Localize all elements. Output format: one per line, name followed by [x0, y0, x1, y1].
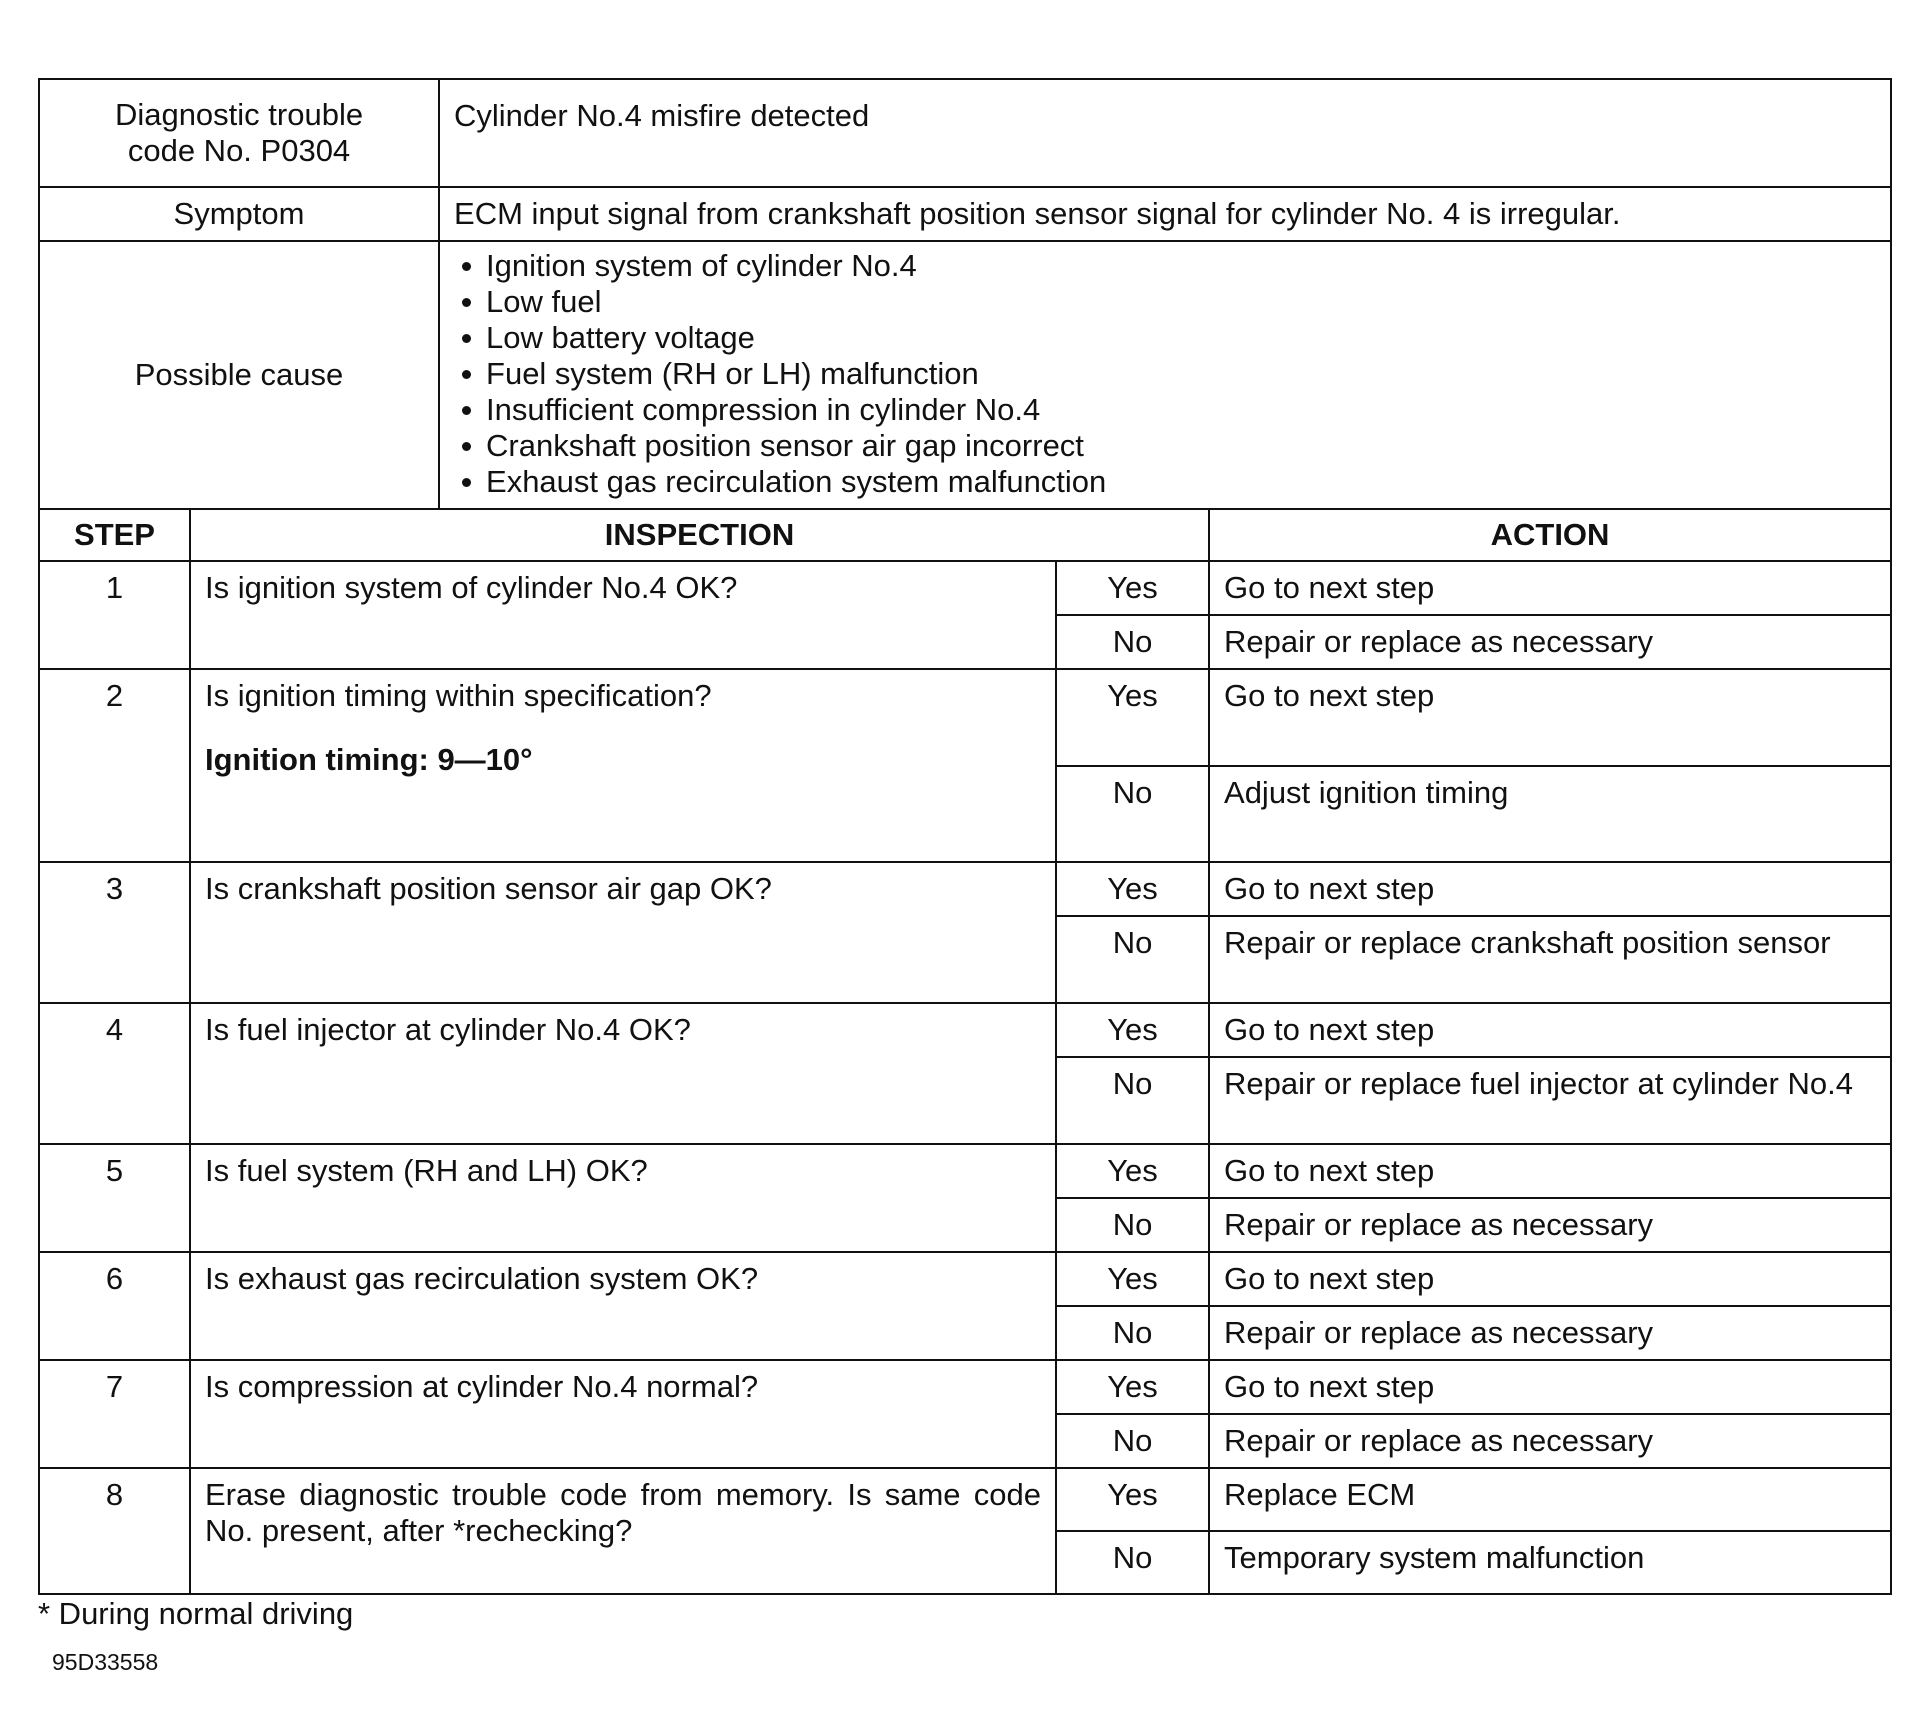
inspection-text: Is fuel injector at cylinder No.4 OK?: [190, 1003, 1056, 1144]
step-number: 3: [39, 862, 190, 1003]
cause-item: Insufficient compression in cylinder No.4: [454, 392, 1876, 428]
action-no: Repair or replace as necessary: [1209, 1198, 1891, 1252]
diagnostic-table: [38, 78, 1892, 1595]
diagnostic-document: [38, 78, 1890, 1595]
answer-yes: Yes: [1056, 1144, 1209, 1198]
inspection-text: Is ignition system of cylinder No.4 OK?: [190, 561, 1056, 669]
inspection-text: Is ignition timing within specification?: [205, 678, 712, 713]
answer-no: No: [1056, 1414, 1209, 1468]
table-row: [39, 669, 1891, 766]
action-no: Repair or replace as necessary: [1209, 1414, 1891, 1468]
specification-text: Ignition timing: 9—10°: [205, 742, 533, 777]
cause-list: [440, 242, 1890, 506]
table-row: [39, 1144, 1891, 1198]
answer-yes: Yes: [1056, 669, 1209, 766]
cause-item: Exhaust gas recirculation system malfunction: [454, 464, 1876, 500]
answer-no: No: [1056, 1306, 1209, 1360]
action-yes: Go to next step: [1209, 862, 1891, 916]
answer-yes: Yes: [1056, 1468, 1209, 1531]
cause-item: Low fuel: [454, 284, 1876, 320]
table-row: [39, 561, 1891, 615]
cause-cell: [439, 241, 1891, 509]
figure-id: 95D33558: [52, 1649, 159, 1675]
action-no: Repair or replace fuel injector at cylinder No.4: [1209, 1057, 1891, 1144]
action-yes: Go to next step: [1209, 1252, 1891, 1306]
table-row: [39, 862, 1891, 916]
column-header-step: STEP: [39, 509, 190, 561]
answer-no: No: [1056, 766, 1209, 862]
cause-label: Possible cause: [39, 241, 439, 509]
answer-yes: Yes: [1056, 1360, 1209, 1414]
answer-no: No: [1056, 1057, 1209, 1144]
column-header-inspection: INSPECTION: [190, 509, 1209, 561]
action-yes: Replace ECM: [1209, 1468, 1891, 1531]
action-yes: Go to next step: [1209, 1360, 1891, 1414]
cause-item: Ignition system of cylinder No.4: [454, 248, 1876, 284]
action-no: Repair or replace crankshaft position sensor: [1209, 916, 1891, 1003]
step-number: 1: [39, 561, 190, 669]
answer-yes: Yes: [1056, 1252, 1209, 1306]
code-title: Cylinder No.4 misfire detected: [439, 79, 1891, 187]
table-row: [39, 1360, 1891, 1414]
answer-no: No: [1056, 916, 1209, 1003]
table-row: [39, 1252, 1891, 1306]
footnote: * During normal driving: [38, 1596, 354, 1631]
inspection-text: Is crankshaft position sensor air gap OK?: [190, 862, 1056, 1003]
code-label: Diagnostic trouble code No. P0304: [39, 79, 439, 187]
inspection-text: Is compression at cylinder No.4 normal?: [190, 1360, 1056, 1468]
cause-item: Fuel system (RH or LH) malfunction: [454, 356, 1876, 392]
inspection-cell: [190, 669, 1056, 862]
action-yes: Go to next step: [1209, 561, 1891, 615]
answer-yes: Yes: [1056, 1003, 1209, 1057]
step-number: 7: [39, 1360, 190, 1468]
symptom-text: ECM input signal from crankshaft position sensor signal for cylinder No. 4 is irregular.: [439, 187, 1891, 241]
inspection-text: Erase diagnostic trouble code from memory. Is same code No. present, after *rechecking?: [190, 1468, 1056, 1594]
table-row: [39, 1003, 1891, 1057]
step-number: 2: [39, 669, 190, 862]
table-row: [39, 1468, 1891, 1531]
answer-yes: Yes: [1056, 862, 1209, 916]
cause-item: Low battery voltage: [454, 320, 1876, 356]
answer-no: No: [1056, 615, 1209, 669]
answer-no: No: [1056, 1531, 1209, 1594]
step-number: 4: [39, 1003, 190, 1144]
column-header-action: ACTION: [1209, 509, 1891, 561]
action-yes: Go to next step: [1209, 1003, 1891, 1057]
step-number: 8: [39, 1468, 190, 1594]
action-no: Repair or replace as necessary: [1209, 1306, 1891, 1360]
step-number: 5: [39, 1144, 190, 1252]
action-no: Adjust ignition timing: [1209, 766, 1891, 862]
inspection-text: Is exhaust gas recirculation system OK?: [190, 1252, 1056, 1360]
answer-no: No: [1056, 1198, 1209, 1252]
cause-item: Crankshaft position sensor air gap incorrect: [454, 428, 1876, 464]
step-number: 6: [39, 1252, 190, 1360]
symptom-label: Symptom: [39, 187, 439, 241]
action-no: Repair or replace as necessary: [1209, 615, 1891, 669]
action-yes: Go to next step: [1209, 669, 1891, 766]
inspection-text: Is fuel system (RH and LH) OK?: [190, 1144, 1056, 1252]
answer-yes: Yes: [1056, 561, 1209, 615]
action-no: Temporary system malfunction: [1209, 1531, 1891, 1594]
action-yes: Go to next step: [1209, 1144, 1891, 1198]
